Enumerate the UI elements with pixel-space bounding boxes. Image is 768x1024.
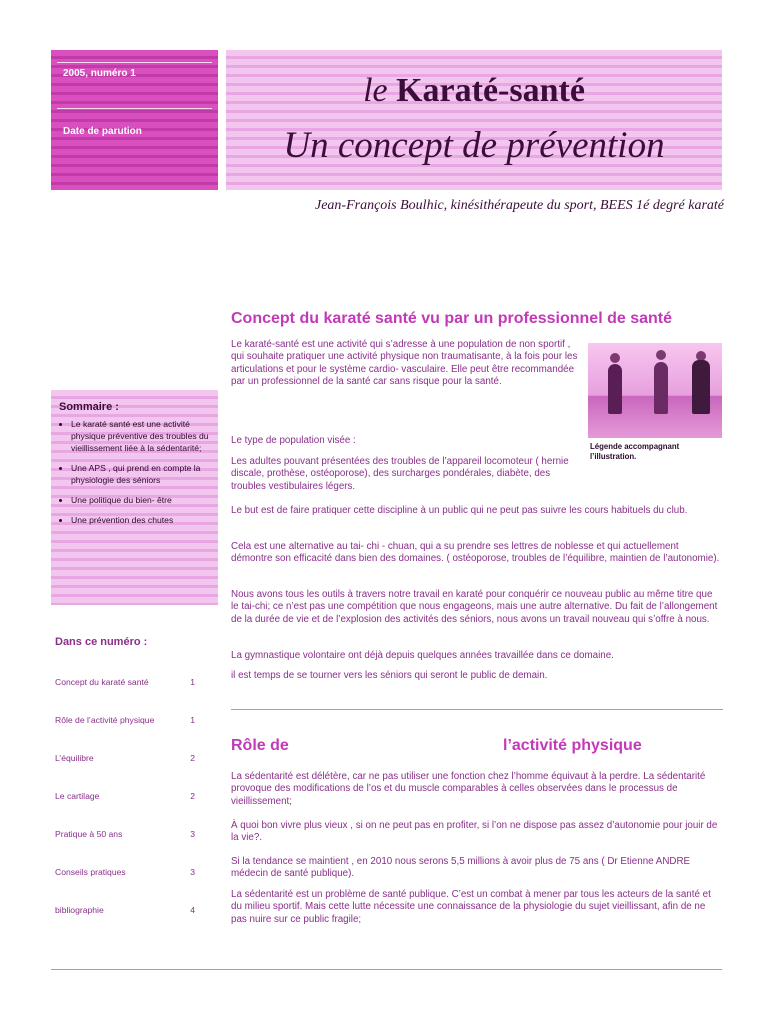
section-divider [231, 709, 723, 710]
toc-page: 1 [190, 677, 195, 687]
masthead-title-panel [226, 50, 722, 190]
byline: Jean-François Boulhic, kinésithérapeute du sport, BEES 1é degré karaté [314, 198, 724, 213]
sommaire-box [51, 390, 218, 605]
toc-label: Concept du karaté santé [55, 677, 149, 687]
toc-page: 2 [190, 753, 195, 763]
list-item: • Le karaté santé est une activité physique préventive des troubles du vieillissement liée à la sédentarité; [71, 418, 216, 454]
toc-page: 1 [190, 715, 195, 725]
toc-row[interactable] [55, 715, 195, 725]
toc-title: Dans ce numéro : [55, 636, 148, 648]
toc-label: Rôle de l’activité physique [55, 715, 155, 725]
page-title [226, 72, 722, 110]
paragraph: À quoi bon vivre plus vieux , si on ne peut pas en profiter, si l’on ne dispose pas assez d’autonomie pour jouir de la vie?. [231, 820, 718, 844]
paragraph: La sédentarité est un problème de santé publique. C’est un combat à mener par tous les acteurs de la santé et du milieu sportif. Mais cette lutte nécessite une connaissance de la physiologie du sujet vieillissant, afin de ne pas nuire sur ce public fragile; [231, 889, 711, 925]
paragraph: Le but est de faire pratiquer cette discipline à un public qui ne peut pas suivre les cours habituels du club. [231, 505, 688, 516]
toc-row[interactable] [55, 829, 195, 839]
toc-row[interactable] [55, 753, 195, 763]
page-subtitle: Un concept de prévention [283, 125, 665, 166]
toc-label: L’équilibre [55, 753, 94, 763]
toc-row[interactable] [55, 867, 195, 877]
title-main: Karaté-santé [396, 72, 585, 109]
title-prefix: le [363, 72, 397, 109]
illustration-photo [588, 343, 722, 438]
paragraph: La gymnastique volontaire ont déjà depuis quelques années travaillée dans ce domaine. [231, 650, 614, 661]
toc-page: 3 [190, 867, 195, 877]
list-item: • Une politique du bien- être [71, 494, 216, 506]
person-head [656, 350, 666, 360]
paragraph: Les adultes pouvant présentées des troubles de l’appareil locomoteur ( hernie discale, prothèse, ostéoporose), des surcharges pondérales, diabète, des troubles vestibulaires légers. [231, 456, 569, 492]
toc-page: 3 [190, 829, 195, 839]
person-head [610, 353, 620, 363]
masthead-left-panel [51, 50, 218, 190]
issue-number: 2005, numéro 1 [63, 68, 136, 79]
sommaire-list [55, 418, 216, 534]
list-item: • Une APS , qui prend en compte la physiologie des séniors [71, 462, 216, 486]
publication-date: Date de parution [63, 126, 142, 137]
section-title-right: l’activité physique [503, 737, 642, 754]
paragraph: La sédentarité est délétère, car ne pas utiliser une fonction chez l’homme équivaut à la perdre. La sédentarité provoque des modifications de l’os et du muscle comparables à celles observées dans le processus de vieillissement; [231, 771, 706, 807]
toc-row[interactable] [55, 677, 195, 687]
paragraph: Si la tendance se maintient , en 2010 nous serons 5,5 millions à avoir plus de 75 ans ( Dr Etienne ANDRE médecin de santé publique). [231, 856, 691, 880]
person-figure [654, 362, 668, 414]
section-title: Concept du karaté santé vu par un professionnel de santé [231, 310, 672, 327]
masthead [51, 50, 722, 190]
toc-label: Conseils pratiques [55, 867, 126, 877]
toc-label: Le cartilage [55, 791, 100, 801]
sommaire-title: Sommaire : [59, 401, 119, 413]
person-figure [608, 364, 622, 414]
toc-row[interactable] [55, 905, 195, 915]
subheading: Le type de population visée : [231, 435, 356, 446]
section-title-left: Rôle de [231, 737, 289, 754]
toc-page: 2 [190, 791, 195, 801]
toc-label: bibliographie [55, 905, 104, 915]
toc-page: 4 [190, 905, 195, 915]
section-intro: Le karaté-santé est une activité qui s’adresse à une population de non sportif , qui souhaite pratiquer une activité physique non traumatisante, à la fois pour les articulations et pour le système cardio- vasculaire. Elle peut être recommandée par un professionnel de la santé car sans risque pour la santé. [231, 339, 578, 388]
photo-caption: Légende accompagnant l’illustration. [590, 442, 680, 461]
toc-label: Pratique à 50 ans [55, 829, 123, 839]
footer-divider [51, 969, 722, 970]
paragraph: Nous avons tous les outils à travers notre travail en karaté pour conquérir ce nouveau public au même titre que le tai-chi; ce n’est pas une compétition que nous engageons, mais une autre alternative. Du fait de l’allongement de la durée de vie et de l’explosion des activités des séniors, nous avons un travail nouveau qui s’offre à nous. [231, 589, 718, 625]
paragraph: Cela est une alternative au tai- chi - chuan, qui a su prendre ses lettres de noblesse et qui actuellement démontre son efficacité dans bien des domaines. ( ostéoporose, troubles de l’équilibre, maintien de l’autonomie). [231, 541, 720, 565]
list-item: • Une prévention des chutes [71, 514, 216, 526]
toc-row[interactable] [55, 791, 195, 801]
divider [57, 62, 212, 63]
paragraph: il est temps de se tourner vers les séniors qui seront le public de demain. [231, 670, 548, 681]
person-figure [692, 360, 710, 414]
divider [57, 108, 212, 109]
